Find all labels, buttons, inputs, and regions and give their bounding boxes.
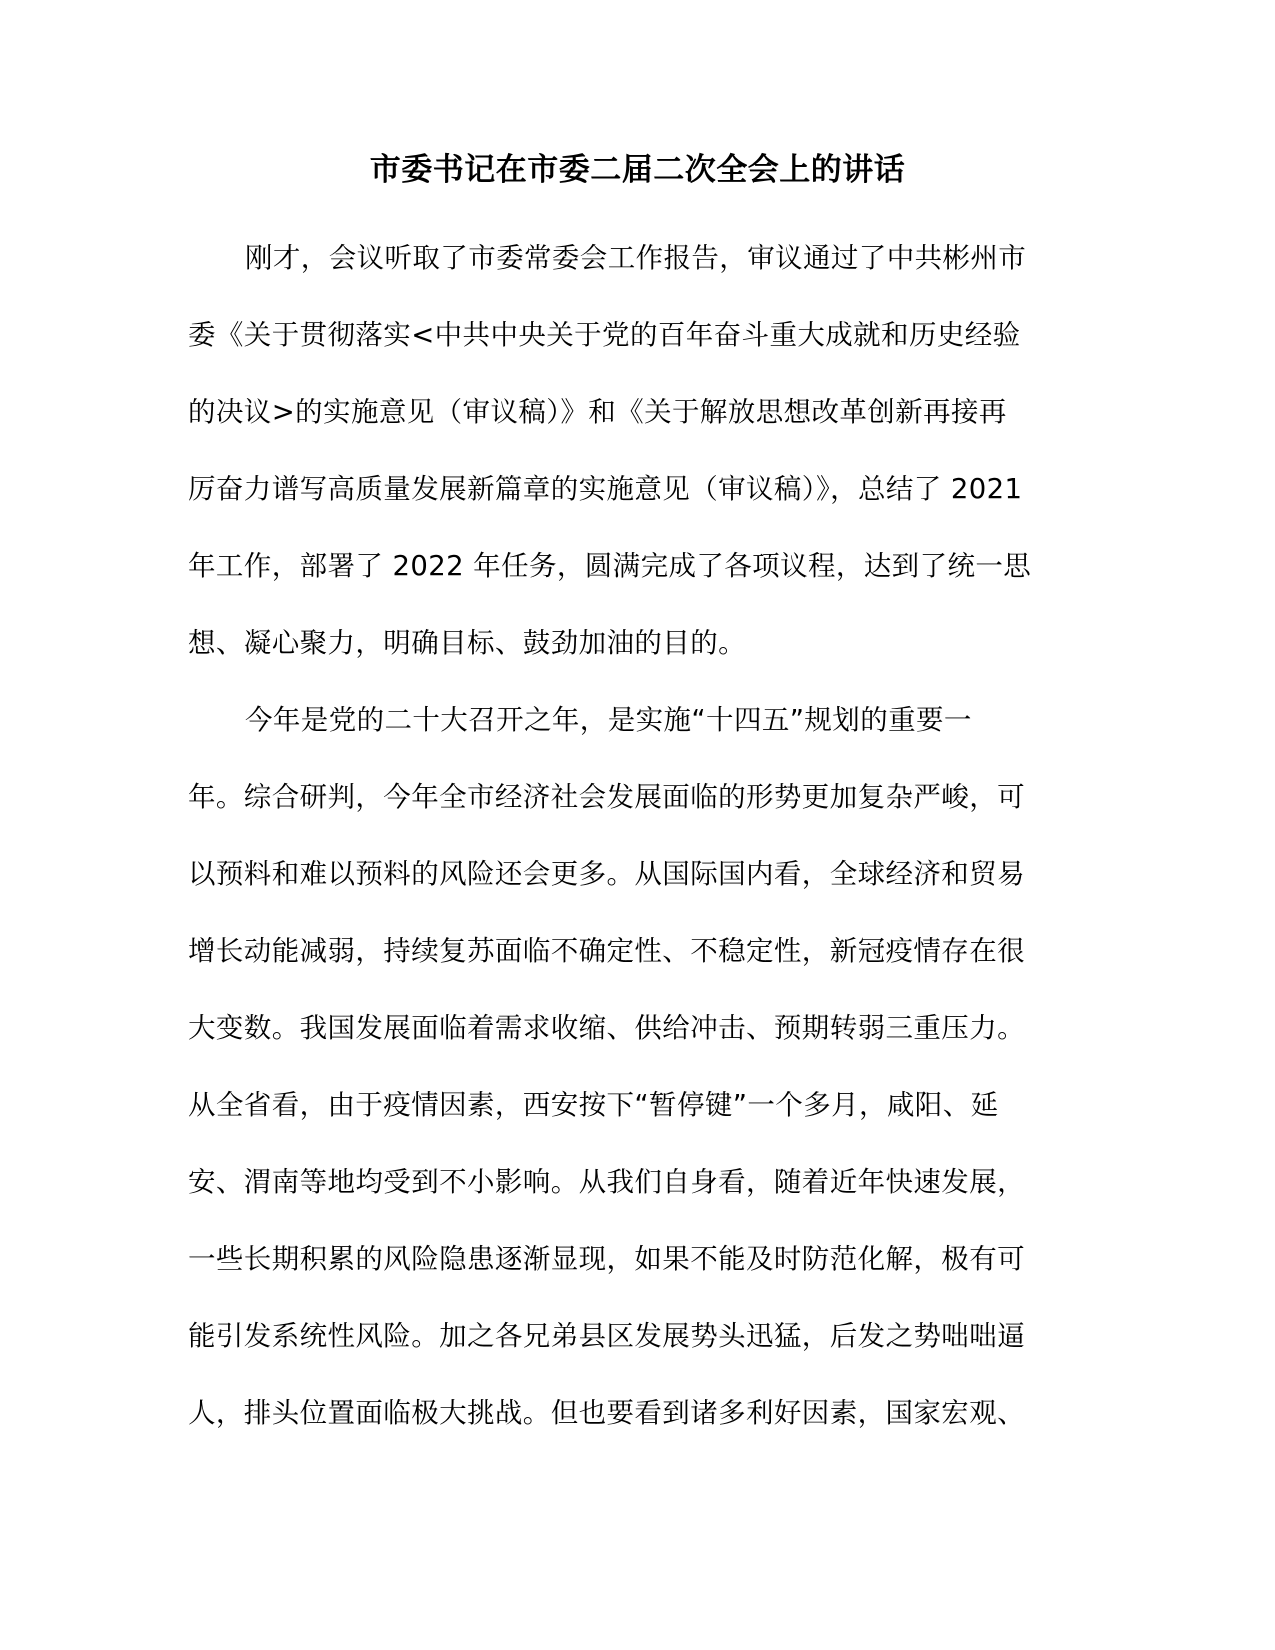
text-line: 想、凝心聚力，明确目标、鼓劲加油的目的。 [188, 627, 746, 659]
text-line: 安、渭南等地均受到不小影响。从我们自身看，随着近年快速发展， [188, 1166, 1025, 1198]
paragraph-1 [188, 236, 1088, 698]
paragraph-2 [188, 698, 1088, 1468]
text-line: 大变数。我国发展面临着需求收缩、供给冲击、预期转弱三重压力。 [188, 1012, 1025, 1044]
text-line: 能引发系统性风险。加之各兄弟县区发展势头迅猛，后发之势咄咄逼 [188, 1320, 1025, 1352]
document-body [188, 236, 1088, 1468]
text-line: 年工作，部署了 2022 年任务，圆满完成了各项议程，达到了统一思 [188, 550, 1032, 582]
text-line: 今年是党的二十大召开之年，是实施“十四五”规划的重要一 [245, 704, 972, 736]
text-line: 的决议>的实施意见（审议稿）》和《关于解放思想改革创新再接再 [188, 396, 1007, 428]
text-line: 以预料和难以预料的风险还会更多。从国际国内看，全球经济和贸易 [188, 858, 1025, 890]
text-line: 委《关于贯彻落实<中共中央关于党的百年奋斗重大成就和历史经验 [188, 319, 1021, 351]
text-line: 年。综合研判，今年全市经济社会发展面临的形势更加复杂严峻，可 [188, 781, 1025, 813]
text-line: 增长动能减弱，持续复苏面临不确定性、不稳定性，新冠疫情存在很 [188, 935, 1025, 967]
text-line: 一些长期积累的风险隐患逐渐显现，如果不能及时防范化解，极有可 [188, 1243, 1025, 1275]
document-title: 市委书记在市委二届二次全会上的讲话 [369, 152, 906, 188]
text-line: 从全省看，由于疫情因素，西安按下“暂停键”一个多月，咸阳、延 [188, 1089, 999, 1121]
text-line: 刚才，会议听取了市委常委会工作报告，审议通过了中共彬州市 [245, 242, 1027, 274]
text-line: 厉奋力谱写高质量发展新篇章的实施意见（审议稿）》，总结了 2021 [188, 473, 1023, 505]
text-line: 人，排头位置面临极大挑战。但也要看到诸多利好因素，国家宏观、 [188, 1397, 1025, 1429]
